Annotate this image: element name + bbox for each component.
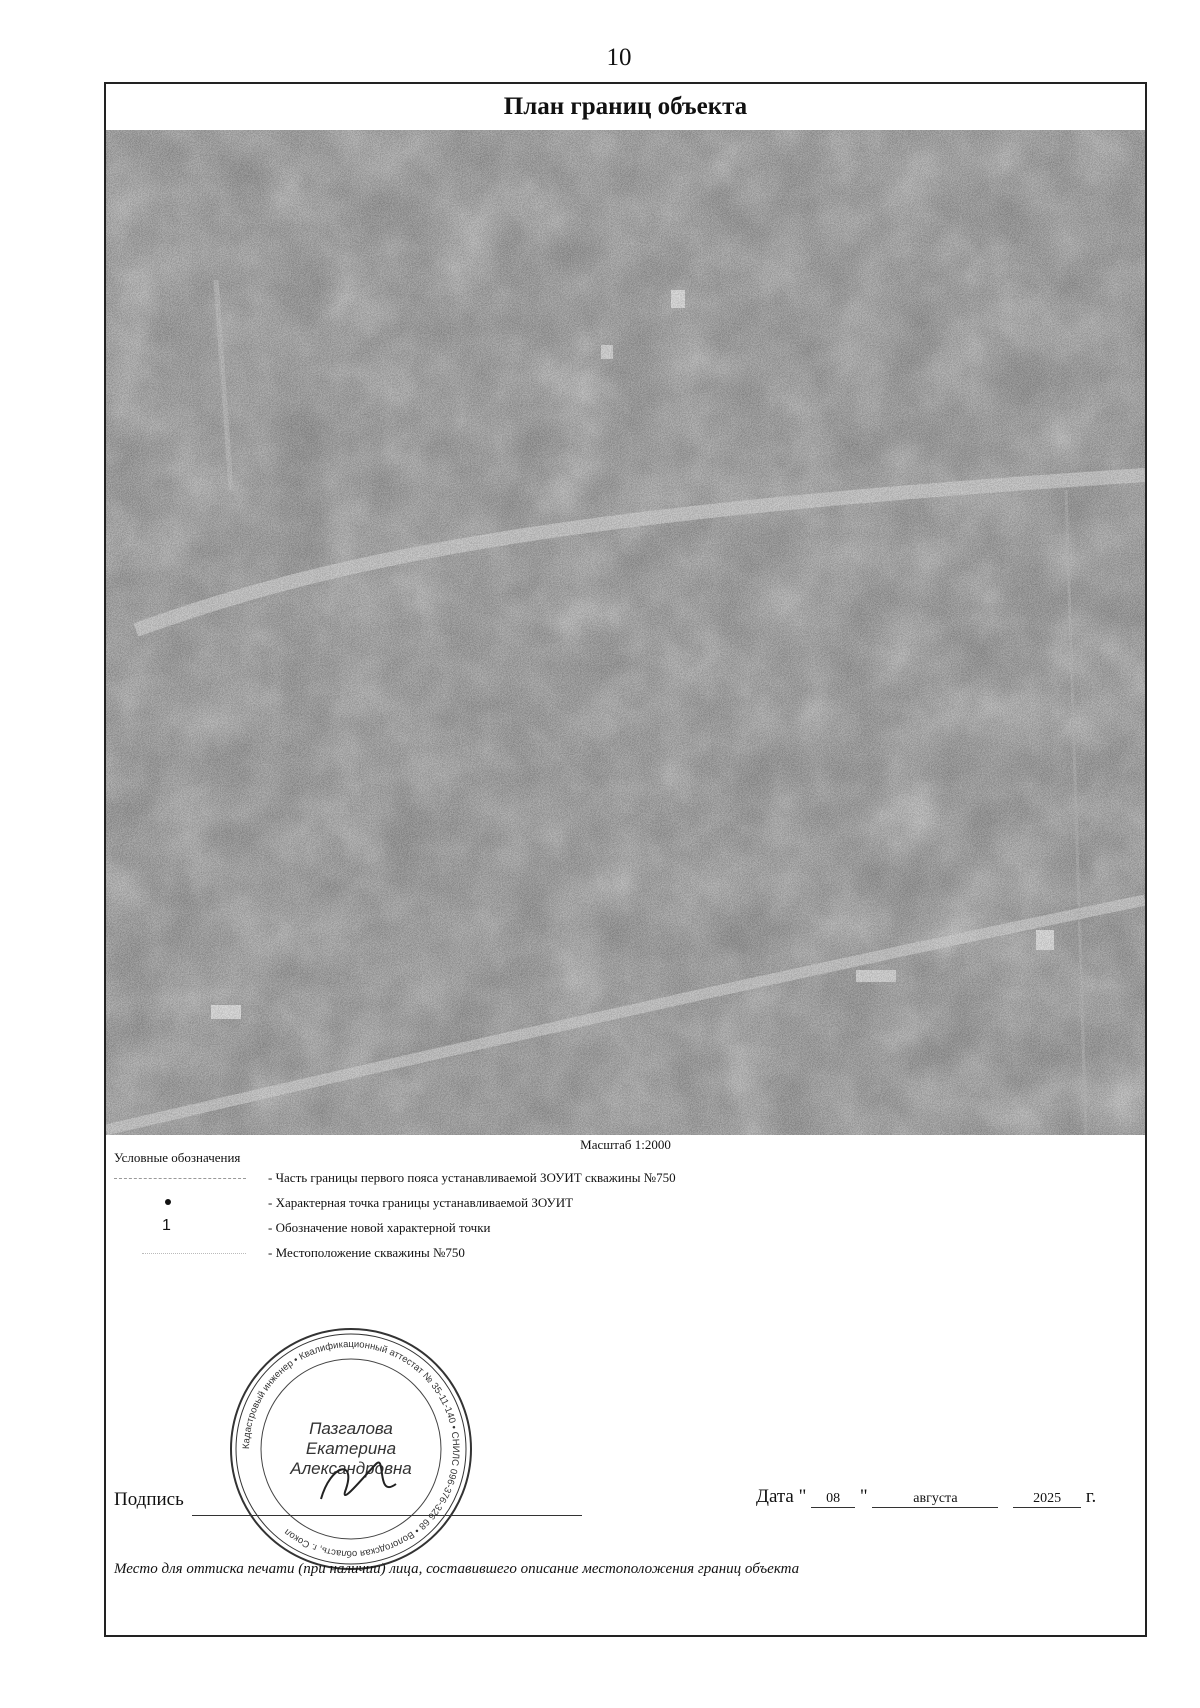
date-suffix: г.: [1085, 1486, 1097, 1507]
date-label: Дата: [756, 1486, 794, 1507]
legend-item-text: - Обозначение новой характерной точки: [268, 1220, 491, 1235]
page-number: 10: [606, 44, 632, 71]
legend-item-text: - Часть границы первого пояса устанавливаемой ЗОУИТ скважины №750: [268, 1170, 676, 1185]
stamp-name-line: Александровна: [290, 1459, 412, 1478]
map-grain: [106, 130, 1145, 1135]
dot-symbol: [165, 1199, 171, 1205]
stamp-name-line: Екатерина: [305, 1439, 397, 1458]
point-number-symbol: 1: [162, 1217, 171, 1234]
legend-title: Условные обозначения: [114, 1150, 241, 1165]
stamp-name-line: Пазгалова: [309, 1419, 393, 1438]
date-block: Дата " 08 " августа 2025 г.: [756, 1486, 1097, 1507]
plan-title: План границ объекта: [106, 84, 1145, 132]
dotted-line-symbol: [142, 1253, 246, 1254]
cadastral-engineer-stamp: [226, 1324, 476, 1574]
map-scale: Масштаб 1:2000: [580, 1137, 671, 1152]
signature-line: [192, 1515, 582, 1516]
aerial-map: [106, 130, 1145, 1135]
stamp-ring-text: Кадастровый инженер • Квалификационный аттестат № 35-11-140 • СНИЛС 096-376-326 68 • Вологодская область, г. Сокол: [240, 1338, 462, 1560]
date-month: августа: [872, 1491, 998, 1508]
legend-item-text: - Местоположение скважины №750: [268, 1245, 465, 1260]
legend-item-text: - Характерная точка границы устанавливаемой ЗОУИТ: [268, 1195, 574, 1210]
stamp-place-note: Место для оттиска печати (при наличии) лица, составившего описание местоположения границ объекта: [114, 1561, 800, 1577]
dashed-line-symbol: [114, 1178, 246, 1179]
date-year: 2025: [1013, 1491, 1081, 1508]
date-day: 08: [811, 1491, 855, 1508]
signature-label: Подпись: [114, 1489, 184, 1510]
boundary-plan-frame: [104, 82, 1147, 1637]
